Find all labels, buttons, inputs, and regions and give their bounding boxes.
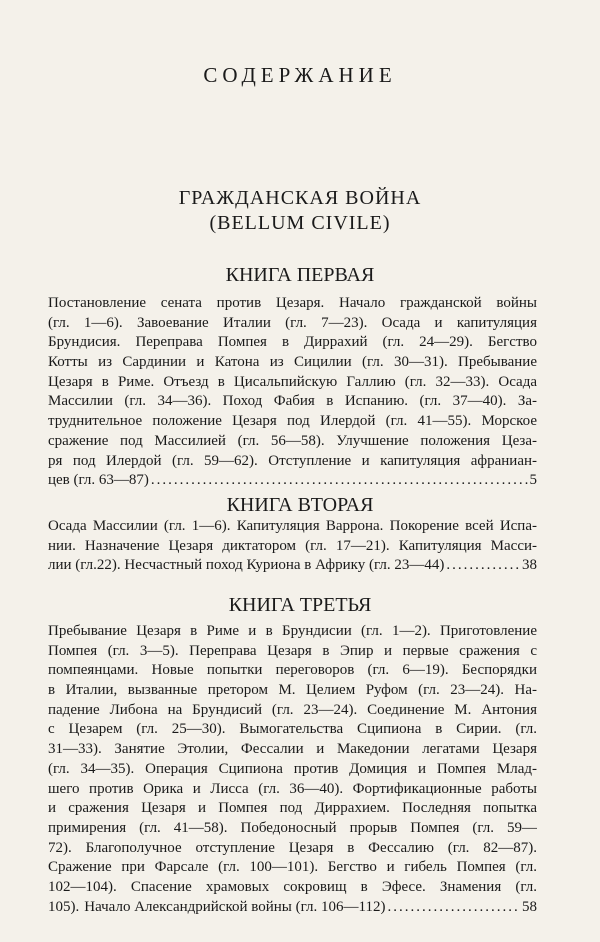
summary-line: Пребывание Цезаря в Риме и в Брундисии (гл. 1—2). Приготовление: [48, 623, 537, 639]
summary-line: Осада Массилии (гл. 1—6). Капитуляция Варрона. Покорение всей Испа-: [48, 518, 537, 534]
summary-line: помпеянцами. Новые попытки переговоров (гл. 6—19). Беспорядки: [48, 662, 537, 679]
book-title-second: КНИГА ВТОРАЯ: [226, 494, 374, 516]
summary-line: сражение под Массилией (гл. 56—58). Улучшение положения Цеза-: [48, 432, 537, 449]
summary-line: примирения (гл. 41—58). Победоносный прорыв Помпея (гл. 59—: [48, 819, 537, 836]
summary-line: падение Либона на Брундисий (гл. 23—24). Соединение М. Антония: [48, 701, 537, 718]
summary-line: с Цезарем (гл. 25—30). Вымогательства Сципиона в Сирии. (гл.: [48, 721, 537, 738]
toc-entry-last-line: [48, 471, 537, 491]
summary-line: 72). Благополучное отступление Цезаря в Фессалию (гл. 82—87).: [48, 839, 537, 856]
part-title: ГРАЖДАНСКАЯ ВОЙНА: [178, 187, 422, 209]
summary-line: шего против Орика и Лисса (гл. 36—40). Фортификационные работы: [48, 780, 537, 797]
dot-leader: [387, 898, 520, 918]
dot-leader: [151, 471, 528, 491]
summary-line: Массилии (гл. 34—36). Поход Фабия в Испанию. (гл. 37—40). За-: [48, 393, 537, 410]
summary-line: (гл. 34—35). Операция Сципиона против Домиция и Помпея Млад-: [48, 760, 537, 777]
contents-title: СОДЕРЖАНИЕ: [203, 63, 397, 87]
summary-line: Постановление сената против Цезаря. Начало гражданской войны: [48, 295, 537, 311]
summary-line: в Италии, вызванные претором М. Целием Руфом (гл. 23—24). На-: [48, 682, 537, 699]
summary-line: ря под Илердой (гл. 59—62). Отступление и капитуляция афраниан-: [48, 452, 537, 469]
page-number: 58: [522, 898, 537, 915]
book-title-first: КНИГА ПЕРВАЯ: [225, 264, 375, 286]
summary-line: труднительное положение Цезаря под Илердой (гл. 41—55). Морское: [48, 413, 537, 430]
summary-line: Помпея (гл. 3—5). Переправа Цезаря в Эпир и первые сражения с: [48, 642, 537, 659]
summary-line: 31—33). Занятие Этолии, Фессалии и Македонии легатами Цезаря: [48, 741, 537, 758]
book-title-third: КНИГА ТРЕТЬЯ: [228, 594, 372, 616]
summary-line: Брундисия. Переправа Помпея в Диррахий (гл. 24—29). Бегство: [48, 334, 537, 351]
summary-line: Сражение при Фарсале (гл. 100—101). Бегство и гибель Помпея (гл.: [48, 859, 537, 876]
summary-line: и сражения Цезаря и Помпея под Диррахием. Последняя попытка: [48, 800, 537, 817]
summary-line: Котты из Сардинии и Катона из Сицилии (гл. 30—31). Пребывание: [48, 354, 537, 371]
book-one-summary: [48, 294, 537, 491]
book-two-summary: [48, 517, 537, 576]
summary-last-text: цев (гл. 63—87): [48, 472, 149, 489]
dot-leader: [446, 556, 520, 576]
page-number: 5: [529, 472, 537, 489]
toc-entry-last-line: [48, 898, 537, 918]
summary-line: (гл. 1—6). Завоевание Италии (гл. 7—23). Осада и капитуляция: [48, 314, 537, 331]
toc-entry-last-line: [48, 556, 537, 576]
summary-line: Цезаря в Риме. Отъезд в Цисальпийскую Галлию (гл. 32—33). Осада: [48, 373, 537, 390]
summary-last-text: лии (гл.22). Несчастный поход Куриона в Африку (гл. 23—44): [48, 557, 445, 574]
summary-last-text-prefix: 105).: [48, 898, 80, 915]
part-subtitle: (BELLUM CIVILE): [209, 212, 391, 234]
summary-line: 102—104). Спасение храмовых сокровищ в Эфесе. Знамения (гл.: [48, 878, 537, 895]
summary-line: нии. Назначение Цезаря диктатором (гл. 17—21). Капитуляция Масси-: [48, 537, 537, 554]
summary-last-text: Начало Александрийской войны (гл. 106—112): [84, 898, 386, 915]
book-three-summary: [48, 622, 537, 917]
page-number: 38: [522, 557, 537, 574]
